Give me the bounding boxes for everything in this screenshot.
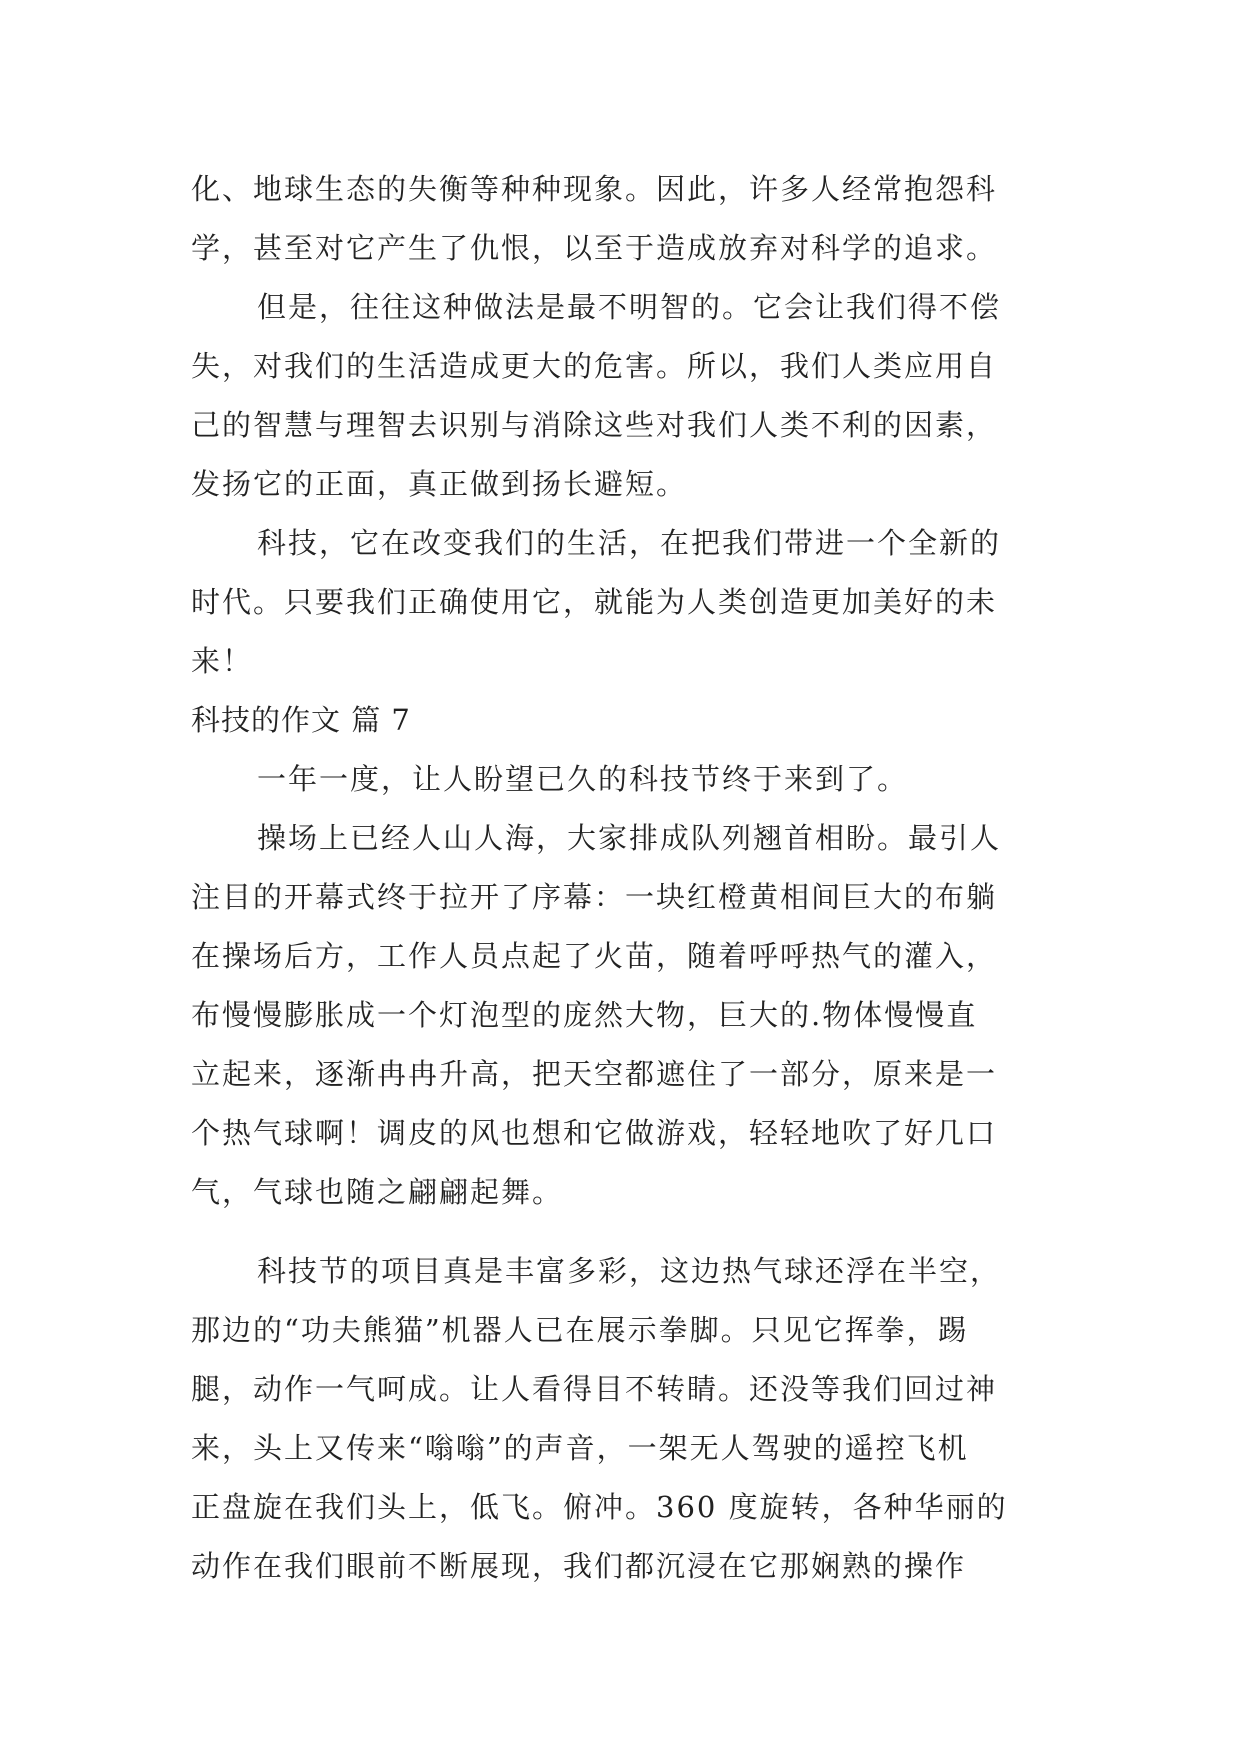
text-line: 来，头上又传来“嗡嗡”的声音，一架无人驾驶的遥控飞机 <box>191 1431 969 1465</box>
text-line: 发扬它的正面，真正做到扬长避短。 <box>191 467 688 501</box>
text-line: 一年一度，让人盼望已久的科技节终于来到了。 <box>257 762 909 796</box>
text-line: 但是，往往这种做法是最不明智的。它会让我们得不偿 <box>257 290 1002 324</box>
text-line: 科技节的项目真是丰富多彩，这边热气球还浮在半空， <box>257 1254 1002 1288</box>
document-page <box>191 160 1061 1596</box>
text-line: 操场上已经人山人海，大家排成队列翘首相盼。最引人 <box>257 821 1002 855</box>
text-line: 时代。只要我们正确使用它，就能为人类创造更加美好的未 <box>191 585 998 619</box>
paragraph <box>191 278 1061 514</box>
text-line: 注目的开幕式终于拉开了序幕：一块红橙黄相间巨大的布躺 <box>191 880 998 914</box>
paragraph-continuation <box>191 160 1061 278</box>
section-heading: 科技的作文 篇 7 <box>191 703 411 737</box>
text-line: 己的智慧与理智去识别与消除这些对我们人类不利的因素， <box>191 408 998 442</box>
text-line: 个热气球啊！调皮的风也想和它做游戏，轻轻地吹了好几口 <box>191 1116 998 1150</box>
text-line: 学，甚至对它产生了仇恨，以至于造成放弃对科学的追求。 <box>191 231 998 265</box>
text-line: 那边的“功夫熊猫”机器人已在展示拳脚。只见它挥拳，踢 <box>191 1313 969 1347</box>
paragraph <box>191 750 1061 809</box>
text-line: 气，气球也随之翩翩起舞。 <box>191 1175 564 1209</box>
text-line: 化、地球生态的失衡等种种现象。因此，许多人经常抱怨科 <box>191 172 998 206</box>
text-line: 来！ <box>191 644 254 678</box>
text-line: 正盘旋在我们头上，低飞。俯冲。360 度旋转，各种华丽的 <box>191 1490 1008 1524</box>
text-line: 布慢慢膨胀成一个灯泡型的庞然大物，巨大的.物体慢慢直 <box>191 998 978 1032</box>
text-line: 动作在我们眼前不断展现，我们都沉浸在它那娴熟的操作 <box>191 1549 967 1583</box>
text-line: 在操场后方，工作人员点起了火苗，随着呼呼热气的灌入， <box>191 939 998 973</box>
text-line: 腿，动作一气呵成。让人看得目不转睛。还没等我们回过神 <box>191 1372 998 1406</box>
paragraph <box>191 1242 1061 1596</box>
paragraph <box>191 514 1061 691</box>
text-line: 立起来，逐渐冉冉升高，把天空都遮住了一部分，原来是一 <box>191 1057 998 1091</box>
paragraph <box>191 809 1061 1222</box>
text-line: 失，对我们的生活造成更大的危害。所以，我们人类应用自 <box>191 349 998 383</box>
text-line: 科技，它在改变我们的生活，在把我们带进一个全新的 <box>257 526 1002 560</box>
